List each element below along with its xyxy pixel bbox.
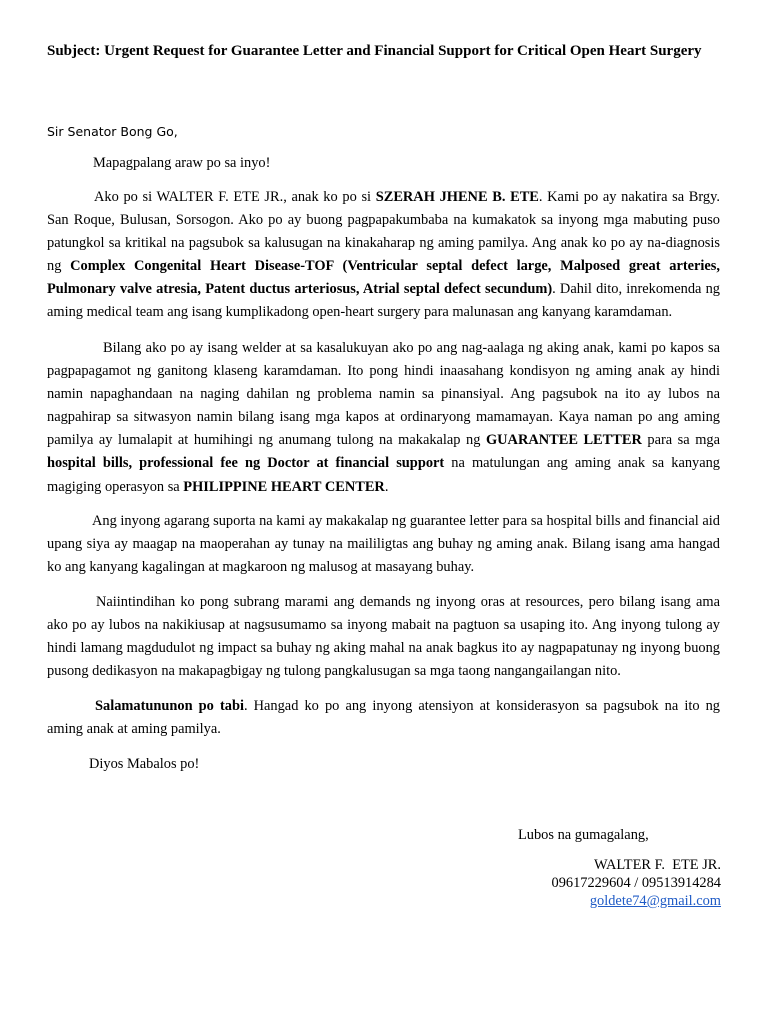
letter-subject: Subject: Urgent Request for Guarantee Letter and Financial Support for Critical Open Heart Surgery xyxy=(47,43,702,59)
thanks-emphasis: Salamatununon po tabi xyxy=(95,698,244,714)
financial-text-a: Bilang ako po ay isang welder at sa kasalukuyan ako po ang nag-aalaga ng aking anak, kami po kapos sa pagpapagamot ng ganitong klaseng karamdaman. Ito pong hindi inaasahang kondisyon ng aming anak ay hindi namin napaghandaan na naging dahilan ng problema namin sa pinansiyal. Ang pagsubok na ito ay lubos na nagpahirap sa sitwasyon namin bilang isang mga kapos at ordinaryong mamamayan. Kaya naman po ang aming pamilya ay lumalapit at humihingi ng anumang tulong na makakalap ng xyxy=(47,340,720,449)
salutation: Sir Senator Bong Go, xyxy=(47,124,178,139)
closing-line-paragraph xyxy=(47,753,720,776)
thanks-text: . Hangad ko po ang inyong atensiyon at konsiderasyon sa pagsubok na ito ng aming anak at aming pamilya. xyxy=(47,698,720,738)
signature-block xyxy=(552,856,722,910)
intro-text-c: . Kami po ay nakatira sa Brgy. San Roque, Bulusan, Sorsogon. Ako po ay buong pagpapakumbaba na kumakatok sa inyong mga mabuting puso patungkol sa kritikal na pagsubok sa kalusugan na kinakaharap ng aming pamilya. Ang anak ko po ay na-diagnosis ng xyxy=(47,189,720,275)
heart-center-emphasis: PHILIPPINE HEART CENTER xyxy=(183,478,385,495)
greeting-text: Mapagpalang araw po sa inyo! xyxy=(93,155,271,171)
complimentary-close: Lubos na gumagalang, xyxy=(518,827,649,843)
paragraph-thanks xyxy=(47,695,720,741)
plea-text: Naiintindihan ko pong subrang marami ang demands ng inyong oras at resources, pero bilang isang ama ako po ay lubos na nakikiusap at nagsusumamo sa inyong mabait na pagtuon sa usaping ito. Ang inyong tulong ay hindi lamang magdudulot ng impact sa buhay ng aking mahal na anak bagkus ito ay nagpapatunay ng inyong buong pusong dedikasyon na makapagbigay ng tulong pangkalusugan sa mga taong nangangailangan nito. xyxy=(47,594,720,680)
bills-emphasis: hospital bills, professional fee ng Doctor at financial support xyxy=(47,455,445,472)
paragraph-financial-situation xyxy=(47,337,720,499)
guarantee-letter-emphasis: GUARANTEE LETTER xyxy=(485,432,642,449)
financial-text-c: para sa mga xyxy=(641,432,720,449)
child-name: SZERAH JHENE B. ETE xyxy=(375,189,539,205)
signer-phones: 09617229604 / 09513914284 xyxy=(551,875,721,891)
financial-text-e: na matulungan ang aming anak sa kanyang magiging operasyon sa xyxy=(47,455,721,495)
closing-line: Diyos Mabalos po! xyxy=(89,756,200,772)
paragraph-introduction xyxy=(47,186,720,325)
signer-name: WALTER F. ETE JR. xyxy=(593,857,721,873)
paragraph-urgent-support xyxy=(47,510,720,579)
intro-text-e: . Dahil dito, inrekomenda ng aming medical team ang isang kumplikadong open-heart surgery para malunasan ang kanyang karamdaman. xyxy=(47,281,720,321)
diagnosis: Complex Congenital Heart Disease-TOF (Ventricular septal defect large, Malposed great arteries, Pulmonary valve atresia, Patent ductus arteriosus, Atrial septal defect secundum) xyxy=(47,258,720,298)
intro-text-a: Ako po si WALTER F. ETE JR., anak ko po si xyxy=(94,189,376,205)
signer-email-link[interactable]: goldete74@gmail.com xyxy=(589,893,721,909)
financial-text-g: . xyxy=(384,478,389,495)
paragraph-plea xyxy=(47,591,720,683)
support-text: Ang inyong agarang suporta na kami ay makakalap ng guarantee letter para sa hospital bills and financial aid upang siya ay maagap na maoperahan ay tunay na maililigtas ang buhay ng aming anak. Bilang isang ama hangad ko ang kanyang kagalingan at magkaroon ng malusog at masayang buhay. xyxy=(47,513,720,576)
greeting-paragraph xyxy=(47,152,720,175)
